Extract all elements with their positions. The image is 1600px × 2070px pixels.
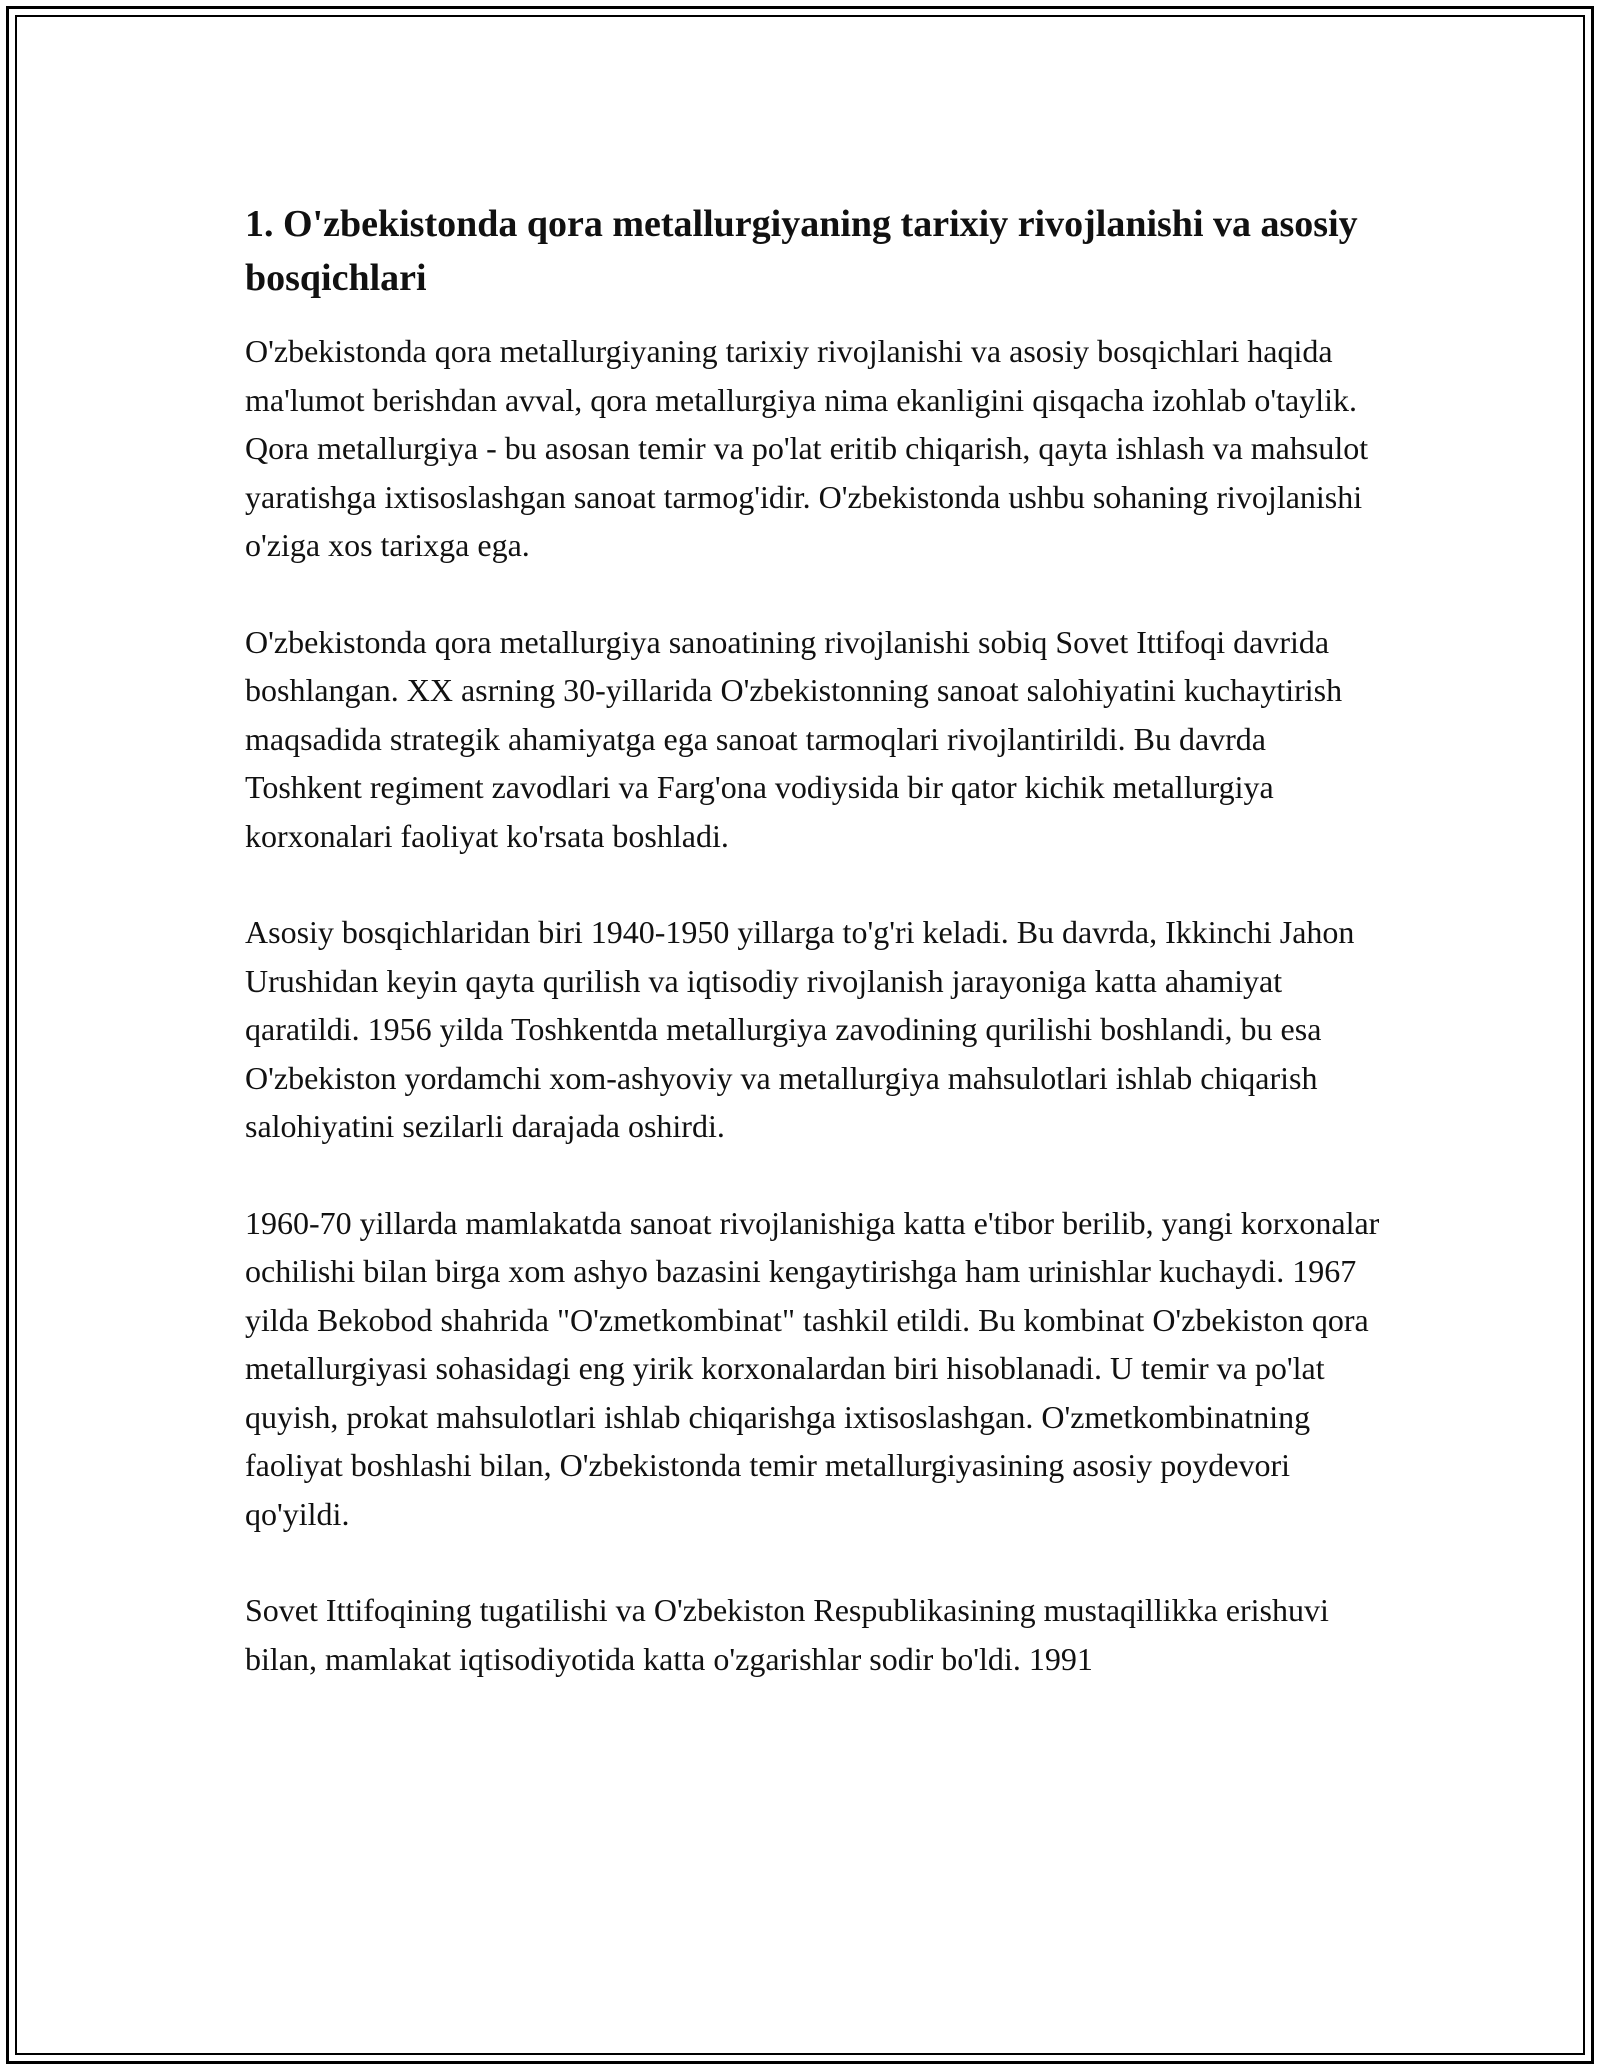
page-border [6,6,1594,2064]
paragraph-2: O'zbekistonda qora metallurgiya sanoatining rivojlanishi sobiq Sovet Ittifoqi davrida boshlangan. XX asrning 30-yillarida O'zbekistonning sanoat salohiyatini kuchaytirish maqsadida strategik ahamiyatga ega sanoat tarmoqlari rivojlantirildi. Bu davrda Toshkent regiment zavodlari va Farg'ona vodiysida bir qator kichik metallurgiya korxonalari faoliyat ko'rsata boshladi. [245,623,1343,854]
paragraph-4: 1960-70 yillarda mamlakatda sanoat rivojlanishiga katta e'tibor berilib, yangi korxonalar ochilishi bilan birga xom ashyo bazasini kengaytirishga ham urinishlar kuchaydi. 1967 yilda Bekobod shahrida "O'zmetkombinat" tashkil etildi. Bu kombinat O'zbekiston qora metallurgiyasi sohasidagi eng yirik korxonalardan biri hisoblanadi. U temir va po'lat quyish, prokat mahsulotlari ishlab chiqarishga ixtisoslashgan. O'zmetkombinatning faoliyat boshlashi bilan, O'zbekistonda temir metallurgiyasining asosiy poydevori qo'yildi. [245,1204,1380,1532]
paragraph-3: Asosiy bosqichlaridan biri 1940-1950 yillarga to'g'ri keladi. Bu davrda, Ikkinchi Jahon Urushidan keyin qayta qurilish va iqtisodiy rivojlanish jarayoniga katta ahamiyat qaratildi. 1956 yilda Toshkentda metallurgiya zavodining qurilishi boshlandi, bu esa O'zbekiston yordamchi xom-ashyoviy va metallurgiya mahsulotlari ishlab chiqarish salohiyatini sezilarli darajada oshirdi. [245,914,1355,1144]
paragraph-5: Sovet Ittifoqining tugatilishi va O'zbekiston Respublikasining mustaqillikka erishuvi bilan, mamlakat iqtisodiyotida katta o'zgarishlar sodir bo'ldi. 1991 [245,1592,1329,1677]
section-heading: 1. O'zbekistonda qora metallurgiyaning tarixiy rivojlanishi va asosiy bosqichlari [245,203,1358,299]
paragraph-1: O'zbekistonda qora metallurgiyaning tarixiy rivojlanishi va asosiy bosqichlari haqida ma'lumot berishdan avval, qora metallurgiya nima ekanligini qisqacha izohlab o'taylik. Qora metallurgiya - bu asosan temir va po'lat eritib chiqarish, qayta ishlash va mahsulot yaratishga ixtisoslashgan sanoat tarmog'idir. O'zbekistonda ushbu sohaning rivojlanishi o'ziga xos tarixga ega. [245,333,1369,563]
document-body [245,197,1385,1683]
